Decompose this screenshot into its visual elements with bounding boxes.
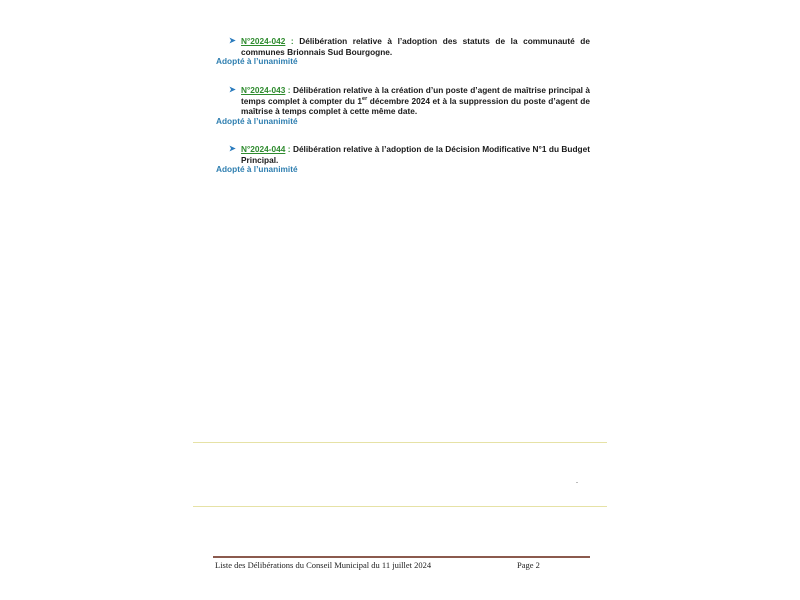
deliberation-number: N°2024-043 bbox=[241, 85, 286, 95]
deliberation-text bbox=[229, 144, 590, 165]
ordinal-superscript: er bbox=[362, 95, 368, 102]
deliberation-separator: : bbox=[285, 144, 291, 154]
scan-speck bbox=[576, 482, 578, 483]
deliberation-result-043: Adopté à l’unanimité bbox=[216, 116, 298, 126]
footer-title: Liste des Délibérations du Conseil Municipal du 11 juillet 2024 bbox=[215, 560, 432, 570]
deliberation-item-043 bbox=[229, 85, 590, 117]
deliberation-description: Délibération relative à l’adoption des statuts de la communauté de communes Brionnais Sud Bourgogne. bbox=[241, 36, 590, 57]
page-divider-lower bbox=[193, 506, 607, 507]
deliberation-text bbox=[229, 85, 590, 117]
deliberation-result-044: Adopté à l’unanimité bbox=[216, 164, 298, 174]
deliberation-description: Délibération relative à la création d’un poste d’agent de maîtrise principal à temps complet à compter du 1 bbox=[241, 85, 590, 106]
page-number: Page 2 bbox=[517, 560, 540, 570]
deliberation-number: N°2024-044 bbox=[241, 144, 286, 154]
deliberation-description: Délibération relative à l’adoption de la Décision Modificative N°1 du Budget Principal. bbox=[241, 144, 590, 165]
page-divider-upper bbox=[193, 442, 607, 443]
deliberation-result-042: Adopté à l’unanimité bbox=[216, 56, 298, 66]
arrow-bullet-icon: ➤ bbox=[229, 85, 236, 94]
deliberation-description-continued: décembre 2024 et à la suppression du poste d’agent de maîtrise à temps complet à cette même date. bbox=[241, 95, 590, 117]
arrow-bullet-icon: ➤ bbox=[229, 144, 236, 153]
deliberation-text bbox=[229, 36, 590, 57]
deliberation-item-044 bbox=[229, 144, 590, 165]
arrow-bullet-icon: ➤ bbox=[229, 36, 236, 45]
footer-rule bbox=[213, 556, 590, 558]
deliberation-separator: : bbox=[285, 85, 291, 95]
deliberation-separator: : bbox=[285, 36, 294, 46]
deliberation-item-042 bbox=[229, 36, 590, 57]
deliberation-number: N°2024-042 bbox=[241, 36, 286, 46]
page-footer bbox=[215, 560, 589, 570]
